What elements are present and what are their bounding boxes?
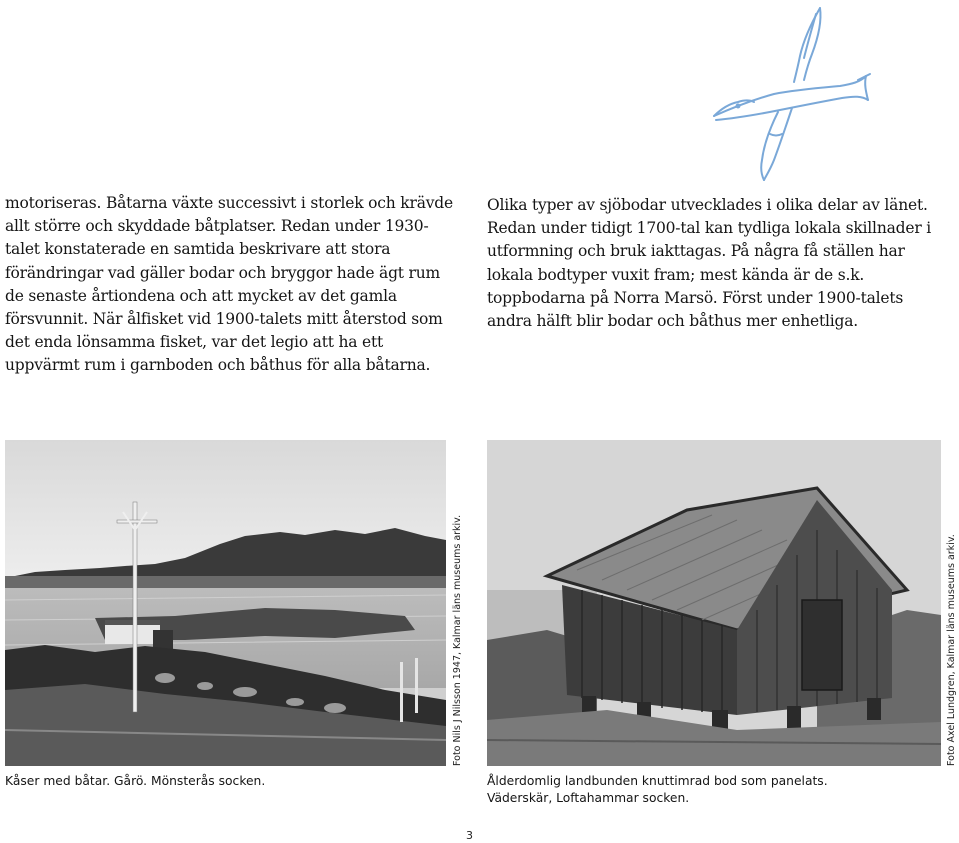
photo-caption-right-line1: Ålderdomlig landbunden knuttimrad bod som panelats. bbox=[487, 774, 828, 788]
right-paragraph: Olika typer av sjöbodar utvecklades i olika delar av länet. Redan under tidigt 1700-tal kan tydliga lokala skillnader i utformning och bruk iakttagas. På några få ställen har lokala bodtyper vuxit fram; mest kända är de s.k. toppbodarna på Norra Marsö. Först under 1900-talets andra hälft blir bodar och båthus mer enhetliga. bbox=[487, 196, 932, 331]
photo-caption-right-line2: Väderskär, Loftahammar socken. bbox=[487, 791, 690, 805]
photo-credit-left: Foto Nils J Nilsson 1947, Kalmar läns museums arkiv. bbox=[452, 514, 463, 766]
photo-old-boathouse-image bbox=[487, 440, 941, 766]
photo-caption-left-text: Kåser med båtar. Gårö. Mönsterås socken. bbox=[5, 774, 266, 788]
page-number: 3 bbox=[466, 829, 473, 842]
left-column-text bbox=[5, 192, 453, 378]
photo-caption-left bbox=[5, 773, 445, 790]
left-paragraph: motoriseras. Båtarna växte successivt i storlek och krävde allt större och skyddade båtplatser. Redan under 1930-talet konstaterade en samtida beskrivare att stora förändringar vad gäller bodar och bryggor hade ägt rum de senaste årtiondena och att mycket av det gamla försvunnit. När ålfisket vid 1900-talets mitt återstod som det enda lönsamma fisket, var det legio att ha ett uppvärmt rum i garnboden och båthus för alla båtarna. bbox=[5, 194, 453, 375]
photo-caption-right bbox=[487, 773, 941, 807]
photo-boats-shore-image bbox=[5, 440, 446, 766]
right-column-text bbox=[487, 194, 942, 333]
photo-old-boathouse bbox=[487, 440, 941, 766]
photo-boats-shore bbox=[5, 440, 446, 766]
seagull-drawing-icon bbox=[708, 4, 874, 184]
photo-credit-right: Foto Axel Lundgren, Kalmar läns museums arkiv. bbox=[946, 534, 957, 766]
